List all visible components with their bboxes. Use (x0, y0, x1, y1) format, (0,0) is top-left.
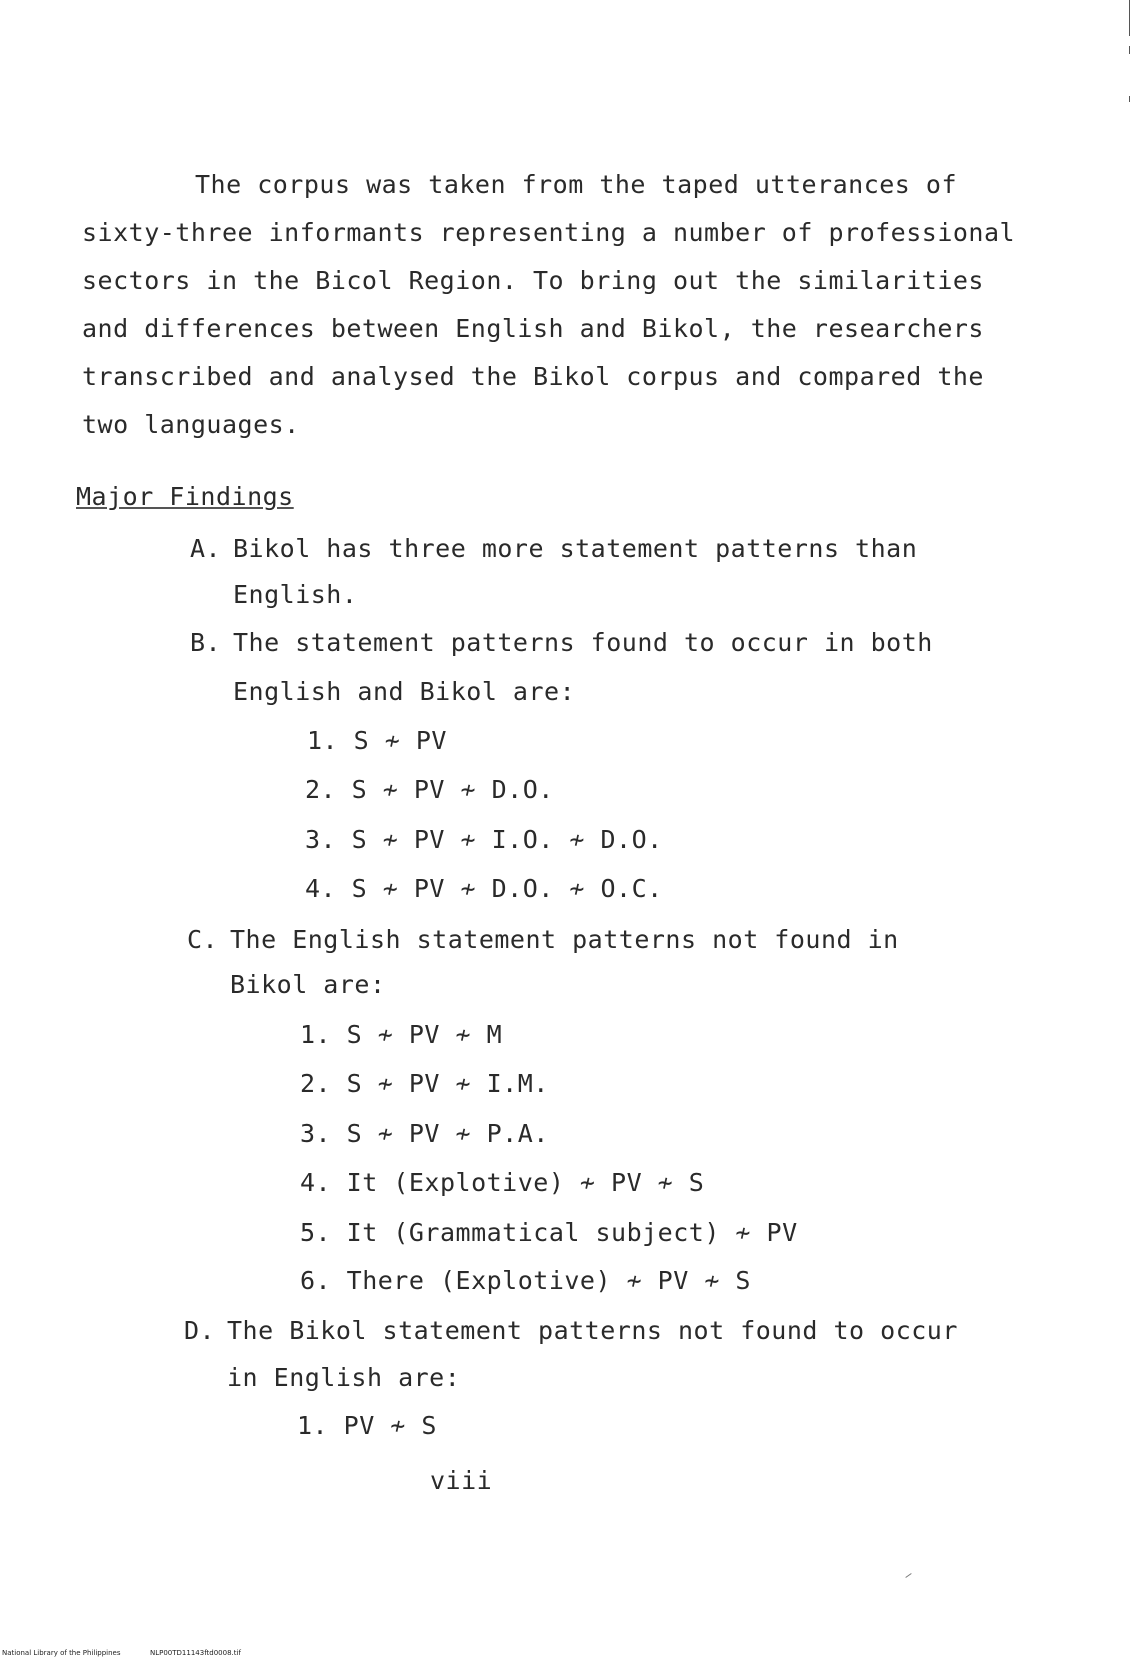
scan-edge-mark (1129, 46, 1130, 54)
finding-text: The statement patterns found to occur in both (233, 628, 933, 657)
finding-text: English and Bikol are: (233, 677, 576, 706)
pattern-item: 6. There (Explotive) ≁ PV ≁ S (300, 1266, 751, 1295)
paragraph-line: transcribed and analysed the Bikol corpus and compared the (82, 362, 984, 391)
finding-label: D. (184, 1316, 216, 1345)
pattern-item: 3. S ≁ PV ≁ I.O. ≁ D.O. (305, 825, 663, 854)
page-number: viii (430, 1466, 493, 1495)
finding-text: English. (233, 580, 358, 609)
pattern-item: 1. PV ≁ S (297, 1411, 437, 1440)
finding-text: Bikol are: (230, 970, 386, 999)
finding-label: C. (187, 925, 219, 954)
paragraph-line: sixty-three informants representing a number of professional (82, 218, 1016, 247)
pattern-item: 1. S ≁ PV (307, 726, 447, 755)
pattern-item: 2. S ≁ PV ≁ D.O. (305, 775, 554, 804)
pattern-item: 4. S ≁ PV ≁ D.O. ≁ O.C. (305, 874, 663, 903)
pattern-item: 1. S ≁ PV ≁ M (300, 1020, 503, 1049)
scan-edge-mark (1129, 96, 1130, 102)
section-heading: Major Findings (76, 482, 294, 511)
finding-text: The Bikol statement patterns not found to occur (227, 1316, 958, 1345)
finding-label: B. (190, 628, 222, 657)
finding-text: Bikol has three more statement patterns than (233, 534, 918, 563)
paragraph-line: and differences between English and Bikol, the researchers (82, 314, 984, 343)
footer-file: NLP00TD11143ftd0008.tif (150, 1649, 241, 1657)
paragraph-line: The corpus was taken from the taped utterances of (195, 170, 958, 199)
finding-text: The English statement patterns not found in (230, 925, 899, 954)
pattern-item: 3. S ≁ PV ≁ P.A. (300, 1119, 549, 1148)
paragraph-line: sectors in the Bicol Region. To bring out the similarities (82, 266, 984, 295)
pattern-item: 4. It (Explotive) ≁ PV ≁ S (300, 1168, 705, 1197)
paragraph-line: two languages. (82, 410, 300, 439)
pattern-item: 5. It (Grammatical subject) ≁ PV (300, 1218, 798, 1247)
finding-label: A. (190, 534, 222, 563)
footer-library: National Library of the Philippines (2, 1649, 121, 1657)
finding-text: in English are: (227, 1363, 461, 1392)
pattern-item: 2. S ≁ PV ≁ I.M. (300, 1069, 549, 1098)
stray-mark (905, 1573, 911, 1578)
scan-edge-mark (1129, 0, 1130, 36)
